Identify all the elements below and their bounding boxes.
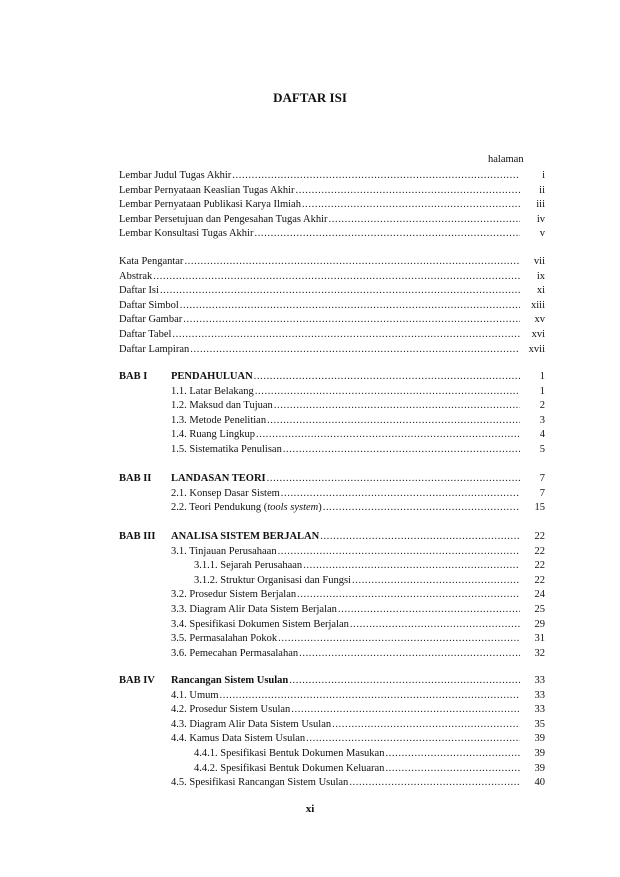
entry-page: iii: [536, 199, 545, 211]
dot-leader: [303, 559, 520, 573]
entry-label: 2.2. Teori Pendukung (tools system): [171, 502, 322, 514]
entry-page: 40: [534, 777, 545, 789]
entry-page: 4: [539, 429, 545, 441]
dot-leader: [278, 545, 520, 559]
chapter-title: PENDAHULUAN: [171, 371, 253, 382]
toc-subentry[interactable]: [171, 399, 545, 413]
toc-subentry[interactable]: [194, 762, 545, 776]
toc-subentry[interactable]: [171, 703, 545, 717]
toc-subentry[interactable]: [171, 647, 545, 661]
page-number: xi: [305, 803, 315, 815]
page-title: DAFTAR ISI: [273, 90, 347, 105]
dot-leader: [320, 530, 520, 544]
dot-leader: [296, 184, 520, 198]
entry-page: 35: [534, 718, 545, 730]
entry-page: iv: [536, 213, 545, 225]
entry-page: 15: [534, 502, 545, 514]
dot-leader: [291, 703, 520, 717]
entry-page: 3: [539, 414, 545, 426]
dot-leader: [349, 776, 520, 790]
entry-page: xiii: [530, 299, 545, 311]
toc-entry[interactable]: [119, 299, 545, 313]
dot-leader: [281, 487, 520, 501]
entry-page: 22: [534, 545, 545, 557]
entry-label: 3.2. Prosedur Sistem Berjalan: [171, 589, 297, 601]
dot-leader: [183, 313, 520, 327]
entry-label: 3.3. Diagram Alir Data Sistem Berjalan: [171, 604, 337, 615]
toc-subentry[interactable]: [171, 545, 545, 559]
entry-label: Lembar Pernyataan Keaslian Tugas Akhir: [119, 184, 295, 196]
entry-page: 22: [534, 574, 545, 586]
toc-subentry[interactable]: [171, 414, 545, 428]
dot-leader: [385, 747, 520, 761]
entry-page: 5: [539, 444, 545, 455]
toc-entry[interactable]: [119, 328, 545, 342]
chapter-number: BAB I: [119, 371, 148, 382]
dot-leader: [180, 299, 520, 313]
dot-leader: [153, 270, 520, 284]
dot-leader: [256, 428, 520, 442]
entry-page: 33: [534, 704, 545, 716]
entry-label: 1.1. Latar Belakang: [171, 385, 254, 397]
entry-label: 4.4.1. Spesifikasi Bentuk Dokumen Masukan: [194, 748, 385, 759]
entry-label: [119, 530, 319, 544]
entry-label: Daftar Isi: [119, 285, 159, 297]
entry-page: 1: [539, 371, 545, 382]
toc-subentry[interactable]: [171, 428, 545, 442]
toc-entry[interactable]: [119, 255, 545, 269]
dot-leader: [254, 227, 520, 241]
dot-leader: [255, 385, 520, 399]
chapter-heading[interactable]: [119, 530, 545, 544]
entry-label: 4.2. Prosedur Sistem Usulan: [171, 704, 291, 716]
entry-label: Daftar Simbol: [119, 299, 179, 311]
entry-label: 1.3. Metode Penelitian: [171, 414, 267, 426]
toc-subentry[interactable]: [171, 603, 545, 617]
entry-label: 1.5. Sistematika Penulisan: [171, 444, 282, 455]
dot-leader: [278, 632, 520, 646]
toc-subentry[interactable]: [171, 618, 545, 632]
dot-leader: [267, 472, 520, 486]
chapter-title: LANDASAN TEORI: [171, 473, 266, 484]
dot-leader: [184, 255, 520, 269]
entry-label: 3.6. Pemecahan Permasalahan: [171, 647, 299, 659]
toc-entry[interactable]: [119, 184, 545, 198]
dot-leader: [329, 213, 520, 227]
entry-page: 1: [539, 385, 545, 397]
entry-label: 4.4.2. Spesifikasi Bentuk Dokumen Keluaran: [194, 762, 385, 774]
toc-entry[interactable]: [119, 213, 545, 227]
entry-page: i: [542, 170, 545, 181]
entry-label: Abstrak: [119, 270, 153, 282]
toc-subentry[interactable]: [171, 443, 545, 457]
chapter-number: BAB II: [119, 473, 152, 484]
entry-page: 2: [539, 400, 545, 412]
toc-subentry[interactable]: [171, 776, 545, 790]
dot-leader: [220, 689, 520, 703]
entry-label: 1.4. Ruang Lingkup: [171, 429, 255, 441]
dot-leader: [274, 399, 520, 413]
toc-subentry[interactable]: [171, 501, 545, 515]
entry-page: xvi: [531, 329, 545, 340]
chapter-heading[interactable]: [119, 472, 545, 486]
entry-page: 31: [534, 633, 545, 645]
toc-subentry[interactable]: [171, 632, 545, 646]
entry-page: 24: [534, 589, 545, 601]
entry-page: xvii: [528, 343, 545, 355]
dot-leader: [267, 414, 520, 428]
entry-page: 7: [539, 473, 545, 484]
entry-label: Daftar Tabel: [119, 329, 172, 340]
chapter-heading[interactable]: [119, 370, 545, 384]
toc-subentry[interactable]: [171, 732, 545, 746]
entry-label: [119, 370, 253, 384]
entry-page: 39: [534, 762, 545, 774]
entry-page: 22: [534, 560, 545, 572]
entry-label: Daftar Gambar: [119, 314, 183, 326]
chapter-title: Rancangan Sistem Usulan: [171, 675, 289, 686]
entry-page: 39: [534, 748, 545, 759]
entry-page: xv: [534, 314, 545, 326]
entry-label: [119, 472, 266, 486]
entry-label: Lembar Judul Tugas Akhir: [119, 170, 232, 181]
chapter-heading[interactable]: [119, 674, 545, 688]
dot-leader: [332, 718, 520, 732]
entry-page: 25: [534, 604, 545, 615]
entry-label: 2.1. Konsep Dasar Sistem: [171, 487, 280, 499]
chapter-title: ANALISA SISTEM BERJALAN: [171, 531, 320, 542]
dot-leader: [232, 169, 520, 183]
entry-label: Lembar Persetujuan dan Pengesahan Tugas Akhir: [119, 213, 328, 225]
entry-page: xi: [536, 285, 545, 297]
dot-leader: [297, 588, 520, 602]
dot-leader: [160, 284, 520, 298]
toc-subentry[interactable]: [171, 718, 545, 732]
halaman-label: halaman: [488, 154, 524, 165]
entry-page: ii: [539, 184, 545, 196]
entry-label: [119, 674, 288, 688]
dot-leader: [254, 370, 520, 384]
dot-leader: [283, 443, 520, 457]
chapter-number: BAB IV: [119, 675, 155, 686]
entry-label: 3.1.2. Struktur Organisasi dan Fungsi: [194, 574, 352, 586]
toc-entry[interactable]: [119, 343, 545, 357]
entry-label: 3.1. Tinjauan Perusahaan: [171, 545, 277, 557]
entry-page: ix: [536, 270, 545, 282]
toc-entry[interactable]: [119, 227, 545, 241]
toc-entry[interactable]: [119, 198, 545, 212]
toc-subentry[interactable]: [171, 487, 545, 501]
dot-leader: [352, 574, 520, 588]
toc-subentry[interactable]: [171, 689, 545, 703]
dot-leader: [172, 328, 520, 342]
entry-page: 39: [534, 733, 545, 745]
entry-label: 3.1.1. Sejarah Perusahaan: [194, 560, 303, 572]
entry-page: vii: [533, 256, 545, 267]
dot-leader: [350, 618, 520, 632]
toc-entry[interactable]: [119, 313, 545, 327]
entry-label: 3.4. Spesifikasi Dokumen Sistem Berjalan: [171, 618, 349, 630]
toc-entry[interactable]: [119, 169, 545, 183]
entry-label: 4.5. Spesifikasi Rancangan Sistem Usulan: [171, 777, 349, 789]
entry-page: 22: [534, 531, 545, 542]
entry-page: 32: [534, 647, 545, 659]
dot-leader: [302, 198, 520, 212]
toc-entry[interactable]: [119, 284, 545, 298]
dot-leader: [190, 343, 520, 357]
entry-label: 1.2. Maksud dan Tujuan: [171, 400, 273, 412]
toc-subentry[interactable]: [171, 385, 545, 399]
toc-entry[interactable]: [119, 270, 545, 284]
toc-subentry[interactable]: [171, 588, 545, 602]
dot-leader: [289, 674, 520, 688]
entry-label: Kata Pengantar: [119, 256, 184, 267]
entry-label: 4.1. Umum: [171, 689, 219, 701]
entry-label: 3.5. Permasalahan Pokok: [171, 633, 278, 645]
entry-page: 7: [539, 487, 545, 499]
entry-label: Lembar Konsultasi Tugas Akhir: [119, 228, 254, 240]
entry-page: 33: [534, 689, 545, 701]
entry-label: 4.3. Diagram Alir Data Sistem Usulan: [171, 718, 332, 730]
dot-leader: [299, 647, 520, 661]
toc-subentry[interactable]: [194, 747, 545, 761]
dot-leader: [323, 501, 520, 515]
entry-label: Lembar Pernyataan Publikasi Karya Ilmiah: [119, 199, 301, 211]
toc-subentry[interactable]: [194, 559, 545, 573]
entry-page: v: [539, 228, 545, 240]
toc-subentry[interactable]: [194, 574, 545, 588]
dot-leader: [338, 603, 520, 617]
entry-label: Daftar Lampiran: [119, 343, 190, 355]
entry-label: 4.4. Kamus Data Sistem Usulan: [171, 733, 306, 745]
dot-leader: [385, 762, 520, 776]
chapter-number: BAB III: [119, 531, 156, 542]
entry-page: 29: [534, 618, 545, 630]
entry-page: 33: [534, 675, 545, 686]
dot-leader: [306, 732, 520, 746]
